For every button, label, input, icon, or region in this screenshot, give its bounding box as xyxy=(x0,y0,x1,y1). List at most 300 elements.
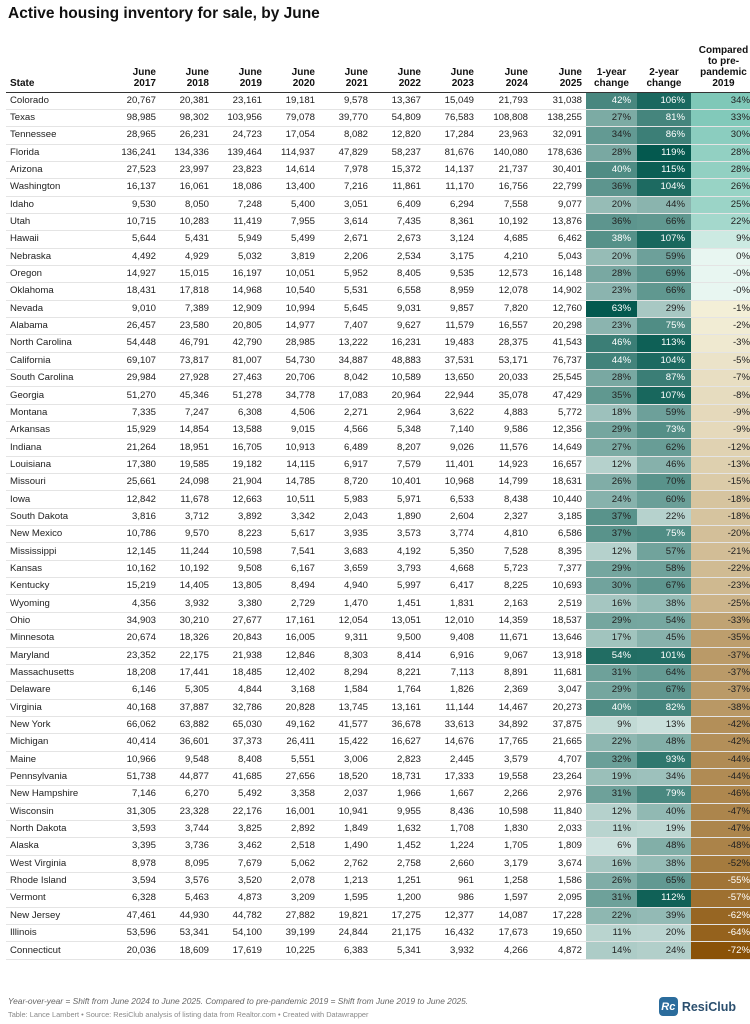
cell-1-year-change: 29% xyxy=(586,682,637,699)
table-row xyxy=(6,231,750,248)
header-june-2017: June 2017 xyxy=(101,40,160,92)
cell-june-2020: 27,656 xyxy=(266,768,319,785)
cell-state: Oklahoma xyxy=(6,283,101,300)
cell-june-2018: 14,854 xyxy=(160,422,213,439)
cell-june-2024: 8,438 xyxy=(478,491,532,508)
cell-june-2017: 20,036 xyxy=(101,942,160,959)
cell-2-year-change: 67% xyxy=(637,578,691,595)
cell-pre-pandemic: -44% xyxy=(691,751,750,768)
cell-june-2023: 10,968 xyxy=(425,474,478,491)
cell-june-2025: 138,255 xyxy=(532,109,586,126)
cell-june-2018: 8,050 xyxy=(160,196,213,213)
cell-pre-pandemic: 34% xyxy=(691,92,750,109)
cell-june-2017: 3,594 xyxy=(101,872,160,889)
cell-pre-pandemic: -3% xyxy=(691,335,750,352)
cell-june-2017: 5,644 xyxy=(101,231,160,248)
table-row xyxy=(6,664,750,681)
cell-june-2017: 10,786 xyxy=(101,526,160,543)
cell-june-2022: 1,764 xyxy=(372,682,425,699)
cell-june-2021: 8,294 xyxy=(319,664,372,681)
header-1-year-change: 1-year change xyxy=(586,40,637,92)
cell-june-2023: 11,401 xyxy=(425,456,478,473)
cell-pre-pandemic: -18% xyxy=(691,508,750,525)
cell-1-year-change: 37% xyxy=(586,526,637,543)
cell-june-2017: 10,162 xyxy=(101,560,160,577)
cell-june-2020: 17,161 xyxy=(266,612,319,629)
cell-june-2019: 8,223 xyxy=(213,526,266,543)
cell-june-2023: 6,916 xyxy=(425,647,478,664)
cell-june-2021: 6,917 xyxy=(319,456,372,473)
cell-2-year-change: 86% xyxy=(637,127,691,144)
cell-june-2017: 16,137 xyxy=(101,179,160,196)
cell-june-2019: 11,419 xyxy=(213,213,266,230)
table-row xyxy=(6,439,750,456)
cell-june-2018: 17,441 xyxy=(160,664,213,681)
cell-june-2017: 12,842 xyxy=(101,491,160,508)
cell-state: South Carolina xyxy=(6,370,101,387)
cell-state: Utah xyxy=(6,213,101,230)
cell-june-2023: 17,333 xyxy=(425,768,478,785)
cell-june-2018: 17,818 xyxy=(160,283,213,300)
cell-june-2024: 1,597 xyxy=(478,890,532,907)
cell-june-2017: 98,985 xyxy=(101,109,160,126)
cell-june-2018: 18,951 xyxy=(160,439,213,456)
cell-1-year-change: 26% xyxy=(586,474,637,491)
cell-june-2018: 3,744 xyxy=(160,820,213,837)
cell-june-2024: 11,576 xyxy=(478,439,532,456)
cell-2-year-change: 73% xyxy=(637,422,691,439)
cell-june-2020: 39,199 xyxy=(266,925,319,942)
cell-2-year-change: 29% xyxy=(637,300,691,317)
cell-june-2024: 4,266 xyxy=(478,942,532,959)
cell-june-2022: 9,031 xyxy=(372,300,425,317)
cell-2-year-change: 93% xyxy=(637,751,691,768)
cell-june-2019: 32,786 xyxy=(213,699,266,716)
cell-june-2018: 14,405 xyxy=(160,578,213,595)
cell-june-2024: 5,723 xyxy=(478,560,532,577)
cell-june-2018: 98,302 xyxy=(160,109,213,126)
cell-june-2025: 3,674 xyxy=(532,855,586,872)
cell-2-year-change: 70% xyxy=(637,474,691,491)
cell-pre-pandemic: -33% xyxy=(691,612,750,629)
cell-june-2017: 4,356 xyxy=(101,595,160,612)
cell-june-2020: 16,001 xyxy=(266,803,319,820)
cell-june-2021: 3,614 xyxy=(319,213,372,230)
cell-june-2018: 6,270 xyxy=(160,786,213,803)
cell-june-2018: 26,231 xyxy=(160,127,213,144)
cell-june-2020: 10,913 xyxy=(266,439,319,456)
cell-june-2025: 7,377 xyxy=(532,560,586,577)
table-row xyxy=(6,734,750,751)
cell-1-year-change: 36% xyxy=(586,179,637,196)
cell-june-2019: 12,663 xyxy=(213,491,266,508)
cell-june-2018: 73,817 xyxy=(160,352,213,369)
cell-june-2017: 20,674 xyxy=(101,630,160,647)
cell-june-2025: 25,545 xyxy=(532,370,586,387)
table-row xyxy=(6,196,750,213)
cell-1-year-change: 9% xyxy=(586,716,637,733)
cell-june-2023: 6,294 xyxy=(425,196,478,213)
cell-june-2018: 5,305 xyxy=(160,682,213,699)
cell-june-2022: 58,237 xyxy=(372,144,425,161)
cell-pre-pandemic: -42% xyxy=(691,734,750,751)
cell-june-2024: 34,892 xyxy=(478,716,532,733)
cell-june-2024: 53,171 xyxy=(478,352,532,369)
cell-june-2019: 13,805 xyxy=(213,578,266,595)
cell-june-2021: 12,054 xyxy=(319,612,372,629)
cell-june-2020: 10,051 xyxy=(266,265,319,282)
cell-june-2022: 20,964 xyxy=(372,387,425,404)
cell-2-year-change: 75% xyxy=(637,317,691,334)
cell-june-2024: 7,528 xyxy=(478,543,532,560)
cell-june-2019: 9,508 xyxy=(213,560,266,577)
cell-june-2021: 8,303 xyxy=(319,647,372,664)
header-row xyxy=(6,40,750,92)
cell-june-2017: 7,146 xyxy=(101,786,160,803)
cell-june-2020: 17,054 xyxy=(266,127,319,144)
cell-june-2024: 4,883 xyxy=(478,404,532,421)
cell-june-2019: 6,308 xyxy=(213,404,266,421)
cell-state: Maine xyxy=(6,751,101,768)
cell-june-2019: 4,873 xyxy=(213,890,266,907)
cell-june-2025: 12,760 xyxy=(532,300,586,317)
cell-june-2025: 11,840 xyxy=(532,803,586,820)
cell-june-2019: 19,182 xyxy=(213,456,266,473)
cell-june-2023: 961 xyxy=(425,872,478,889)
cell-pre-pandemic: -7% xyxy=(691,370,750,387)
cell-june-2019: 65,030 xyxy=(213,716,266,733)
cell-june-2024: 2,163 xyxy=(478,595,532,612)
cell-june-2025: 22,799 xyxy=(532,179,586,196)
cell-pre-pandemic: 25% xyxy=(691,196,750,213)
cell-2-year-change: 24% xyxy=(637,942,691,959)
cell-june-2024: 14,799 xyxy=(478,474,532,491)
cell-2-year-change: 75% xyxy=(637,526,691,543)
cell-june-2023: 3,175 xyxy=(425,248,478,265)
cell-june-2023: 14,137 xyxy=(425,161,478,178)
cell-june-2024: 19,558 xyxy=(478,768,532,785)
cell-june-2025: 20,298 xyxy=(532,317,586,334)
cell-june-2022: 2,534 xyxy=(372,248,425,265)
cell-june-2018: 46,791 xyxy=(160,335,213,352)
cell-2-year-change: 57% xyxy=(637,543,691,560)
cell-june-2018: 3,712 xyxy=(160,508,213,525)
cell-june-2019: 18,086 xyxy=(213,179,266,196)
table-row xyxy=(6,647,750,664)
cell-june-2023: 9,535 xyxy=(425,265,478,282)
cell-june-2019: 5,032 xyxy=(213,248,266,265)
cell-state: Arizona xyxy=(6,161,101,178)
cell-june-2024: 7,558 xyxy=(478,196,532,213)
table-row xyxy=(6,630,750,647)
table-row xyxy=(6,786,750,803)
cell-june-2024: 14,087 xyxy=(478,907,532,924)
cell-june-2022: 5,997 xyxy=(372,578,425,595)
table-row xyxy=(6,768,750,785)
table-row xyxy=(6,127,750,144)
cell-june-2022: 8,405 xyxy=(372,265,425,282)
cell-june-2025: 2,519 xyxy=(532,595,586,612)
cell-june-2018: 3,576 xyxy=(160,872,213,889)
cell-state: Nevada xyxy=(6,300,101,317)
cell-june-2022: 6,558 xyxy=(372,283,425,300)
cell-pre-pandemic: 30% xyxy=(691,127,750,144)
cell-2-year-change: 115% xyxy=(637,161,691,178)
cell-june-2017: 53,596 xyxy=(101,925,160,942)
cell-1-year-change: 24% xyxy=(586,491,637,508)
cell-pre-pandemic: -57% xyxy=(691,890,750,907)
cell-june-2018: 134,336 xyxy=(160,144,213,161)
cell-state: Iowa xyxy=(6,491,101,508)
cell-june-2017: 4,492 xyxy=(101,248,160,265)
cell-june-2022: 3,573 xyxy=(372,526,425,543)
cell-state: Nebraska xyxy=(6,248,101,265)
table-row xyxy=(6,508,750,525)
cell-june-2018: 4,929 xyxy=(160,248,213,265)
cell-june-2018: 16,061 xyxy=(160,179,213,196)
cell-2-year-change: 82% xyxy=(637,699,691,716)
cell-2-year-change: 38% xyxy=(637,595,691,612)
cell-june-2017: 17,380 xyxy=(101,456,160,473)
cell-june-2023: 37,531 xyxy=(425,352,478,369)
cell-june-2018: 11,244 xyxy=(160,543,213,560)
cell-june-2017: 15,219 xyxy=(101,578,160,595)
cell-june-2022: 1,452 xyxy=(372,838,425,855)
cell-1-year-change: 37% xyxy=(586,508,637,525)
cell-1-year-change: 31% xyxy=(586,786,637,803)
cell-june-2024: 9,586 xyxy=(478,422,532,439)
cell-june-2022: 1,890 xyxy=(372,508,425,525)
cell-june-2020: 5,062 xyxy=(266,855,319,872)
cell-june-2019: 21,904 xyxy=(213,474,266,491)
cell-1-year-change: 38% xyxy=(586,231,637,248)
cell-june-2019: 5,949 xyxy=(213,231,266,248)
cell-june-2025: 13,646 xyxy=(532,630,586,647)
header-pre-pandemic: Compared to pre- pandemic 2019 xyxy=(691,40,750,92)
cell-pre-pandemic: -37% xyxy=(691,682,750,699)
cell-june-2022: 11,861 xyxy=(372,179,425,196)
resiclub-logo-icon: Rc xyxy=(659,997,678,1016)
cell-june-2020: 5,400 xyxy=(266,196,319,213)
cell-2-year-change: 65% xyxy=(637,872,691,889)
cell-june-2024: 4,810 xyxy=(478,526,532,543)
cell-june-2021: 13,745 xyxy=(319,699,372,716)
cell-june-2025: 10,693 xyxy=(532,578,586,595)
cell-june-2022: 6,409 xyxy=(372,196,425,213)
cell-pre-pandemic: 22% xyxy=(691,213,750,230)
table-row xyxy=(6,820,750,837)
cell-june-2019: 81,007 xyxy=(213,352,266,369)
cell-state: Rhode Island xyxy=(6,872,101,889)
cell-june-2024: 12,573 xyxy=(478,265,532,282)
cell-june-2020: 79,078 xyxy=(266,109,319,126)
cell-june-2021: 4,940 xyxy=(319,578,372,595)
cell-2-year-change: 13% xyxy=(637,716,691,733)
cell-pre-pandemic: -12% xyxy=(691,439,750,456)
cell-state: Wyoming xyxy=(6,595,101,612)
cell-june-2021: 17,083 xyxy=(319,387,372,404)
cell-pre-pandemic: -23% xyxy=(691,578,750,595)
cell-june-2019: 4,844 xyxy=(213,682,266,699)
cell-2-year-change: 34% xyxy=(637,768,691,785)
cell-pre-pandemic: 0% xyxy=(691,248,750,265)
header-june-2021: June 2021 xyxy=(319,40,372,92)
cell-2-year-change: 38% xyxy=(637,855,691,872)
cell-june-2022: 9,500 xyxy=(372,630,425,647)
cell-june-2017: 136,241 xyxy=(101,144,160,161)
header-june-2024: June 2024 xyxy=(478,40,532,92)
cell-june-2018: 45,346 xyxy=(160,387,213,404)
cell-june-2020: 14,115 xyxy=(266,456,319,473)
cell-2-year-change: 81% xyxy=(637,109,691,126)
cell-june-2023: 11,170 xyxy=(425,179,478,196)
cell-june-2021: 7,978 xyxy=(319,161,372,178)
cell-1-year-change: 40% xyxy=(586,699,637,716)
cell-june-2022: 17,275 xyxy=(372,907,425,924)
cell-june-2020: 20,828 xyxy=(266,699,319,716)
cell-state: Washington xyxy=(6,179,101,196)
cell-june-2017: 3,395 xyxy=(101,838,160,855)
cell-june-2021: 7,407 xyxy=(319,317,372,334)
cell-june-2017: 15,929 xyxy=(101,422,160,439)
cell-june-2020: 3,209 xyxy=(266,890,319,907)
cell-june-2017: 9,010 xyxy=(101,300,160,317)
header-june-2022: June 2022 xyxy=(372,40,425,92)
cell-1-year-change: 32% xyxy=(586,751,637,768)
cell-june-2025: 16,657 xyxy=(532,456,586,473)
cell-june-2024: 2,266 xyxy=(478,786,532,803)
cell-june-2022: 1,451 xyxy=(372,595,425,612)
table-row xyxy=(6,907,750,924)
cell-1-year-change: 19% xyxy=(586,768,637,785)
cell-pre-pandemic: -64% xyxy=(691,925,750,942)
cell-state: Delaware xyxy=(6,682,101,699)
cell-june-2022: 5,341 xyxy=(372,942,425,959)
cell-june-2017: 7,335 xyxy=(101,404,160,421)
cell-pre-pandemic: 33% xyxy=(691,109,750,126)
cell-pre-pandemic: -72% xyxy=(691,942,750,959)
cell-pre-pandemic: -15% xyxy=(691,474,750,491)
cell-june-2021: 1,213 xyxy=(319,872,372,889)
cell-pre-pandemic: 26% xyxy=(691,179,750,196)
cell-2-year-change: 62% xyxy=(637,439,691,456)
cell-1-year-change: 54% xyxy=(586,647,637,664)
cell-june-2020: 34,778 xyxy=(266,387,319,404)
cell-june-2024: 2,369 xyxy=(478,682,532,699)
cell-june-2019: 12,909 xyxy=(213,300,266,317)
table-row xyxy=(6,456,750,473)
cell-june-2022: 8,414 xyxy=(372,647,425,664)
cell-june-2020: 20,706 xyxy=(266,370,319,387)
cell-pre-pandemic: 9% xyxy=(691,231,750,248)
cell-state: New Hampshire xyxy=(6,786,101,803)
table-row xyxy=(6,543,750,560)
cell-june-2017: 69,107 xyxy=(101,352,160,369)
cell-june-2025: 3,047 xyxy=(532,682,586,699)
cell-june-2018: 36,601 xyxy=(160,734,213,751)
cell-june-2022: 13,051 xyxy=(372,612,425,629)
cell-june-2025: 5,772 xyxy=(532,404,586,421)
cell-state: Montana xyxy=(6,404,101,421)
cell-june-2019: 54,100 xyxy=(213,925,266,942)
cell-2-year-change: 48% xyxy=(637,734,691,751)
table-row xyxy=(6,213,750,230)
cell-june-2018: 8,095 xyxy=(160,855,213,872)
cell-2-year-change: 104% xyxy=(637,179,691,196)
cell-june-2025: 14,902 xyxy=(532,283,586,300)
cell-1-year-change: 11% xyxy=(586,820,637,837)
cell-june-2025: 19,650 xyxy=(532,925,586,942)
cell-pre-pandemic: -9% xyxy=(691,422,750,439)
cell-june-2024: 108,808 xyxy=(478,109,532,126)
cell-1-year-change: 31% xyxy=(586,890,637,907)
table-body xyxy=(6,92,750,959)
cell-2-year-change: 112% xyxy=(637,890,691,907)
cell-june-2023: 1,224 xyxy=(425,838,478,855)
cell-2-year-change: 59% xyxy=(637,404,691,421)
cell-june-2021: 1,584 xyxy=(319,682,372,699)
cell-june-2017: 18,208 xyxy=(101,664,160,681)
cell-june-2020: 6,167 xyxy=(266,560,319,577)
cell-june-2017: 47,461 xyxy=(101,907,160,924)
table-row xyxy=(6,179,750,196)
cell-june-2021: 4,566 xyxy=(319,422,372,439)
cell-june-2018: 30,210 xyxy=(160,612,213,629)
cell-june-2020: 4,506 xyxy=(266,404,319,421)
cell-june-2023: 1,667 xyxy=(425,786,478,803)
cell-pre-pandemic: -8% xyxy=(691,387,750,404)
cell-pre-pandemic: -35% xyxy=(691,630,750,647)
cell-june-2024: 11,671 xyxy=(478,630,532,647)
table-row xyxy=(6,248,750,265)
cell-june-2018: 53,341 xyxy=(160,925,213,942)
table-row xyxy=(6,283,750,300)
cell-pre-pandemic: -22% xyxy=(691,560,750,577)
cell-june-2020: 26,411 xyxy=(266,734,319,751)
table-row xyxy=(6,838,750,855)
cell-june-2022: 13,161 xyxy=(372,699,425,716)
cell-state: South Dakota xyxy=(6,508,101,525)
header-june-2023: June 2023 xyxy=(425,40,478,92)
cell-june-2020: 14,785 xyxy=(266,474,319,491)
cell-june-2025: 17,228 xyxy=(532,907,586,924)
cell-june-2020: 49,162 xyxy=(266,716,319,733)
table-row xyxy=(6,578,750,595)
cell-1-year-change: 20% xyxy=(586,248,637,265)
cell-1-year-change: 22% xyxy=(586,734,637,751)
credits: Table: Lance Lambert • Source: ResiClub analysis of listing data from Realtor.com • Created with Datawrapper xyxy=(8,1010,369,1019)
cell-june-2024: 12,078 xyxy=(478,283,532,300)
cell-june-2020: 14,977 xyxy=(266,317,319,334)
cell-1-year-change: 63% xyxy=(586,300,637,317)
cell-june-2022: 1,966 xyxy=(372,786,425,803)
cell-june-2023: 14,676 xyxy=(425,734,478,751)
cell-2-year-change: 101% xyxy=(637,647,691,664)
cell-state: New York xyxy=(6,716,101,733)
table-row xyxy=(6,352,750,369)
cell-june-2025: 41,543 xyxy=(532,335,586,352)
cell-june-2020: 19,181 xyxy=(266,92,319,109)
cell-june-2023: 17,284 xyxy=(425,127,478,144)
cell-1-year-change: 29% xyxy=(586,612,637,629)
cell-2-year-change: 69% xyxy=(637,265,691,282)
cell-june-2023: 8,436 xyxy=(425,803,478,820)
cell-june-2023: 81,676 xyxy=(425,144,478,161)
cell-pre-pandemic: -38% xyxy=(691,699,750,716)
cell-june-2021: 9,311 xyxy=(319,630,372,647)
cell-june-2024: 10,192 xyxy=(478,213,532,230)
cell-june-2022: 4,192 xyxy=(372,543,425,560)
